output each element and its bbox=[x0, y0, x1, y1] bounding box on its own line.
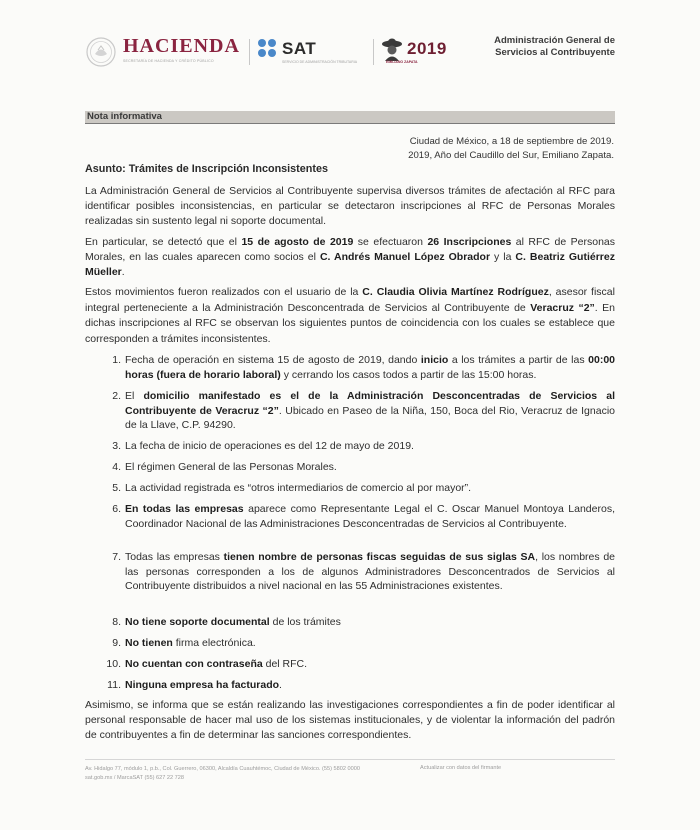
paragraph-intro: La Administración General de Servicios al Contribuyente supervisa diversos trámites de afectación al RFC para identificar posibles inconsistencias, en particular se detectaron inscripciones al RFC de Personas Morales realizadas sin sustento legal ni soporte documental. bbox=[85, 185, 615, 227]
hacienda-wordmark: HACIENDA bbox=[123, 35, 240, 57]
paragraph-detection: En particular, se detectó que el 15 de agosto de 2019 se efectuaron 26 Inscripciones al RFC de Personas Morales, en las cuales aparecen como socios el C. Andrés Manuel López Obrador y la C. Beatriz Gutiérrez Müeller. bbox=[85, 236, 616, 278]
footer-line: sat.gob.mx / MarcaSAT (55) 627 22 728 bbox=[85, 774, 184, 781]
document-page: HACIENDA SECRETARÍA DE HACIENDA Y CRÉDITO PÚBLICO SAT SERVICIO DE ADMINISTRACIÓN TRIBUTARIA 2019 EMILIANO ZAPATA Administración General de Servicios al Contribuyente Nota informativa Ciudad de México, a 18 de septiembre de 2019. 2019, Año del Caudillo del Sur, Emiliano Zapata. Asunto: Trámites de Inscripción Inconsistentes La Administración General de Servicios al Contribuyente supervisa diversos trámites de afectación al RFC para identificar posibles inconsistencias, en particular se detectaron inscripciones al RFC de Personas Morales realizadas sin sustento legal ni soporte documental. En particular, se detectó que el 15 de agosto de 2019 se efectuaron 26 Inscripciones al RFC de Personas Morales, en las cuales aparecen como socios el C. Andrés Manuel López Obrador y la C. Beatriz Gutiérrez Müeller. Estos movimientos fueron realizados con el usuario de la C. Claudia Olivia Martínez Rodríguez, asesor fiscal integral perteneciente a la Administración Desconcentrada de Servicios al Contribuyente de Veracruz “2”. En dichas inscripciones al RFC se observan los siguientes puntos de coincidencia con los cuales se establece que corresponden a trámites inconsistentes. 1. Fecha de operación en sistema 15 de agosto de 2019, dando inicio a los trámites a partir de las 00:00 horas (fuera de horario laboral) y cerrando los casos todos a partir de las 15:00 horas. 2. El domicilio manifestado es el de la Administración Desconcentradas de Servicios al Contribuyente de Veracruz “2”. Ubicado en Paseo de la Niña, 150, Boca del Rio, Veracruz de Ignacio de la Llave, C.P. 94290. 3. La fecha de inicio de operaciones es del 12 de mayo de 2019. 4. El régimen General de las Personas Morales. 5. La actividad registrada es “otros intermediarios de comercio al por mayor”. 6. En todas las empresas aparece como Representante Legal el C. Oscar Manuel Montoya Landeros, Coordinador Nacional de las Administraciones Desconcentradas de Servicios al Contribuyente. 7. Todas las empresas tienen nombre de personas fiscas seguidas de sus siglas SA, los nombres de las personas corresponden a los de algunos Administradores Desconcentrados de Servicios al Contribuyente distribuidos a nivel nacional en las 55 Administraciones existentes. 8. No tiene soporte documental de los trámites 9. No tienen firma electrónica. 10. No cuentan con contraseña del RFC. 11. Ninguna empresa ha facturado. Asimismo, se informa que se están realizando las investigaciones correspondientes a fin de poder identificar al personal responsable de hacer mal uso de los sistemas institucionales, y de violentar la información del padrón de contribuyentes a fin de determinar las sanciones correspondientes. Av. Hidalgo 77, módulo 1, p.b., Col. Guerrero, 06300, Alcaldía Cuauhtémoc, Ciudad de México. (55) 5802 0000 sat.gob.mx / MarcaSAT (55) 627 22 728 Actualizar con datos del firmante bbox=[85, 35, 616, 781]
national-seal-icon bbox=[85, 36, 117, 68]
zapata-emblem-icon bbox=[381, 38, 403, 62]
footer-address bbox=[85, 765, 615, 782]
year-wordmark: 2019 bbox=[407, 39, 447, 58]
header-divider bbox=[249, 39, 250, 65]
header-divider bbox=[373, 39, 374, 65]
year-subtitle: EMILIANO ZAPATA bbox=[386, 60, 418, 64]
administration-title bbox=[494, 35, 615, 59]
dateline-line: Ciudad de México, a 18 de septiembre de 2019. bbox=[409, 136, 614, 147]
footer-signer-note: Actualizar con datos del firmante bbox=[420, 765, 502, 771]
admin-title-line: Servicios al Contribuyente bbox=[495, 47, 615, 58]
letterhead bbox=[85, 34, 615, 74]
paragraph-closing: Asimismo, se informa que se están realizando las investigaciones correspondientes a fin de poder identificar al personal responsable de hacer mal uso de los sistemas institucionales, y de violentar la información del padrón de contribuyentes a fin de determinar las sanciones correspondientes. bbox=[85, 699, 615, 741]
hacienda-logo bbox=[123, 36, 240, 63]
hacienda-subtitle: SECRETARÍA DE HACIENDA Y CRÉDITO PÚBLICO bbox=[123, 59, 214, 63]
dateline-line: 2019, Año del Caudillo del Sur, Emiliano Zapata. bbox=[408, 149, 614, 161]
sat-dots-icon bbox=[257, 38, 279, 60]
dateline bbox=[408, 135, 614, 162]
subject-heading: Asunto: Trámites de Inscripción Inconsistentes bbox=[85, 163, 328, 175]
sat-subtitle: SERVICIO DE ADMINISTRACIÓN TRIBUTARIA bbox=[282, 60, 358, 64]
footer-divider bbox=[85, 759, 615, 760]
footer-line: Av. Hidalgo 77, módulo 1, p.b., Col. Guerrero, 06300, Alcaldía Cuauhtémoc, Ciudad de México. (55) 5802 0000 bbox=[85, 766, 360, 772]
sat-wordmark: SAT bbox=[282, 39, 317, 58]
note-banner: Nota informativa bbox=[85, 111, 615, 123]
paragraph-user: Estos movimientos fueron realizados con el usuario de la C. Claudia Olivia Martínez Rodríguez, asesor fiscal integral perteneciente a la Administración Desconcentrada de Servicios al Contribuyente de Veracruz “2”. En dichas inscripciones al RFC se observan los siguientes puntos de coincidencia con los cuales se establece que corresponden a trámites inconsistentes. bbox=[85, 286, 615, 345]
admin-title-line: Administración General de bbox=[494, 35, 615, 46]
